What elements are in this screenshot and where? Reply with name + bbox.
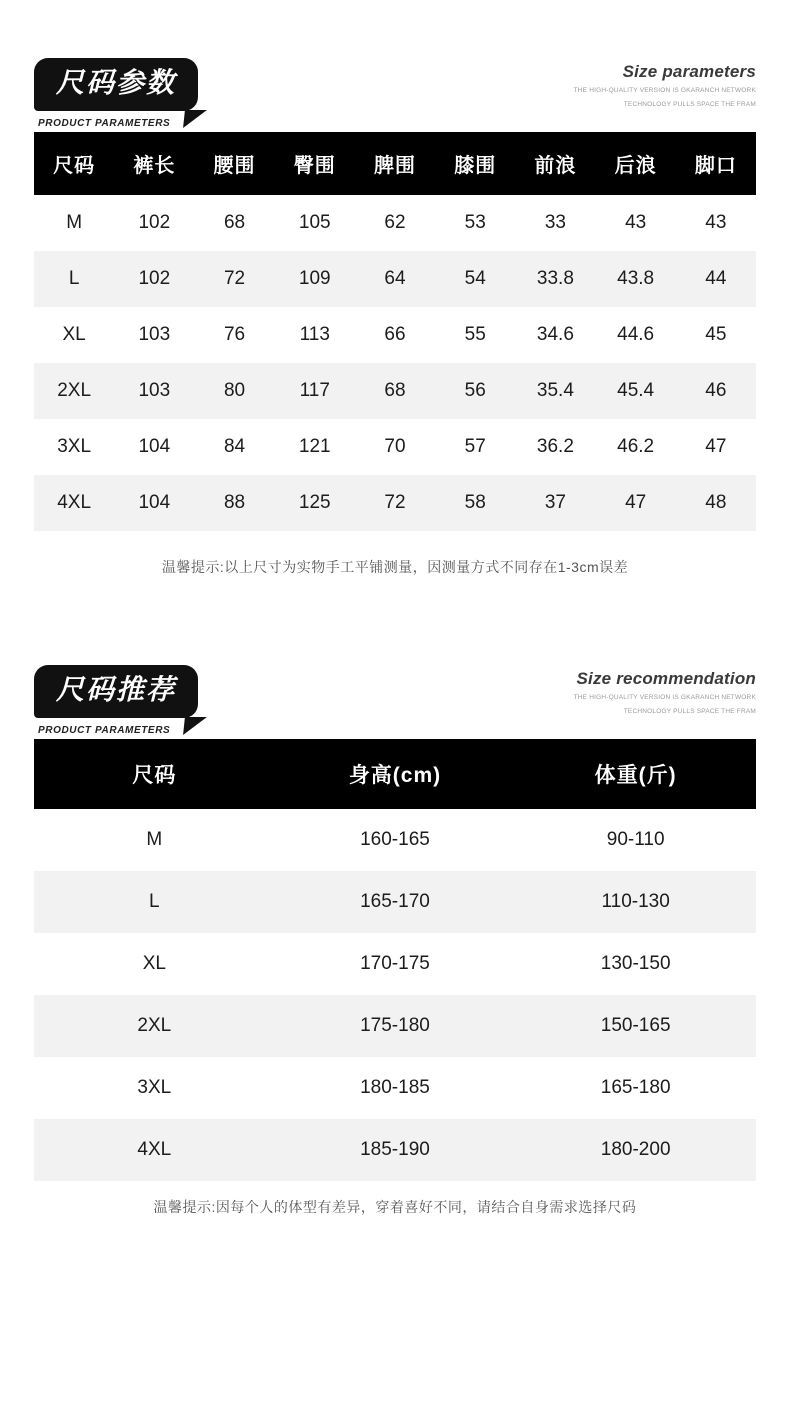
table-cell: 125 [298,492,331,513]
table-cell: 48 [705,492,727,513]
table-cell: 44.6 [617,324,655,345]
table-cell: 45.4 [617,380,655,401]
table-cell: 34.6 [536,324,574,345]
table-cell: 68 [384,380,406,401]
table-cell: L [149,891,160,912]
table-cell: 58 [464,492,486,513]
table-cell: 72 [223,268,246,289]
table-cell: 35.4 [536,380,574,401]
table-cell: 109 [298,268,331,289]
table-cell: M [146,829,163,850]
table-cell: 2XL [57,380,92,401]
table-cell: XL [142,953,166,974]
table-cell: 102 [138,268,171,289]
table-cell: 105 [298,212,331,233]
size-parameters-badge: 尺码参数 [34,58,198,111]
table-row [34,195,756,251]
table-row [34,809,756,871]
table-cell: 36.2 [536,436,574,457]
table-cell: 175-180 [360,1015,430,1036]
size-parameters-tip: 温馨提示:以上尺寸为实物手工平铺测量，因测量方式不同存在1-3cm误差 [161,559,629,575]
table-cell: 110-130 [601,891,670,912]
badge-tail-decoration [183,717,207,735]
size-recommendation-header [34,647,756,739]
size-parameters-table [34,132,756,531]
size-parameters-en-line-1: THE HIGH-QUALITY VERSION IS GKARANCH NETWORK [573,87,756,94]
table-cell: 4XL [57,492,92,513]
size-parameters-english-block [574,62,756,110]
table-cell: 4XL [137,1139,172,1160]
size-recommendation-table [34,739,756,1181]
table-cell: 160-165 [360,829,430,850]
size-parameters-badge-subtitle: PRODUCT PARAMETERS [38,118,171,129]
table-cell: 104 [138,436,171,457]
table-cell: 54 [464,268,486,289]
badge-tail-decoration [183,110,207,128]
column-header: 前浪 [515,132,595,195]
table-cell: 55 [464,324,486,345]
table-cell: 104 [138,492,171,513]
table-cell: 84 [223,436,246,457]
table-cell: 3XL [57,436,92,457]
table-cell: 130-150 [600,953,671,974]
column-header: 尺码 [34,739,275,809]
table-cell: 150-165 [600,1015,671,1036]
table-cell: 66 [384,324,406,345]
table-row [34,363,756,419]
column-header: 尺码 [34,132,114,195]
table-row [34,307,756,363]
table-cell: 43.8 [617,268,655,289]
table-cell: 46.2 [617,436,655,457]
table-row [34,251,756,307]
table-cell: 170-175 [360,953,430,974]
table-cell: 64 [384,268,406,289]
column-header: 臀围 [275,132,355,195]
table-cell: 53 [464,212,486,233]
table-cell: 76 [223,324,246,345]
table-cell: 46 [705,380,727,401]
table-cell: 2XL [137,1015,172,1036]
table-cell: 43 [625,212,647,233]
size-parameters-header [34,40,756,132]
table-cell: 180-185 [360,1077,430,1098]
table-cell: 165-180 [600,1077,671,1098]
table-cell: 43 [705,212,727,233]
table-cell: 33.8 [536,268,574,289]
table-cell: 165-170 [360,891,430,912]
table-header-row [34,132,756,195]
table-header-row [34,739,756,809]
table-row [34,871,756,933]
table-row [34,995,756,1057]
table-cell: L [68,268,80,289]
table-cell: 102 [138,212,171,233]
table-cell: 117 [299,380,330,401]
table-row [34,419,756,475]
table-cell: 37 [544,492,566,513]
section-spacer [0,577,790,647]
table-row [34,475,756,531]
table-cell: 88 [223,492,246,513]
size-parameters-section [0,40,790,577]
column-header: 身高(cm) [275,739,516,809]
table-cell: 113 [299,324,330,345]
size-parameters-en-line-2: TECHNOLOGY PULLS SPACE THE FRAM [623,100,756,108]
table-cell: 33 [544,212,566,233]
column-header: 脚口 [676,132,756,195]
size-recommendation-section [0,647,790,1217]
size-recommendation-badge: 尺码推荐 [34,665,198,718]
table-cell: 57 [464,436,486,457]
size-recommendation-english-block [574,669,756,717]
table-cell: 70 [384,436,406,457]
column-header: 裤长 [114,132,194,195]
table-cell: 185-190 [360,1139,430,1160]
table-cell: 80 [223,380,246,401]
table-cell: M [66,212,83,233]
size-parameters-en-title: Size parameters [622,62,756,81]
table-cell: 47 [705,436,727,457]
table-cell: 47 [625,492,647,513]
table-cell: 72 [384,492,406,513]
size-recommendation-en-title: Size recommendation [576,669,756,688]
table-row [34,933,756,995]
table-row [34,1057,756,1119]
table-cell: 62 [384,212,406,233]
table-cell: 103 [138,380,171,401]
column-header: 体重(斤) [515,739,756,809]
table-cell: 44 [705,268,727,289]
table-cell: XL [62,324,86,345]
table-cell: 56 [464,380,486,401]
column-header: 腰围 [194,132,274,195]
table-cell: 121 [298,436,331,457]
table-cell: 45 [705,324,727,345]
table-cell: 180-200 [600,1139,671,1160]
table-cell: 103 [138,324,171,345]
column-header: 后浪 [596,132,676,195]
size-recommendation-en-line-2: TECHNOLOGY PULLS SPACE THE FRAM [623,707,756,715]
size-recommendation-en-line-1: THE HIGH-QUALITY VERSION IS GKARANCH NETWORK [573,694,756,701]
size-recommendation-tip: 温馨提示:因每个人的体型有差异，穿着喜好不同，请结合自身需求选择尺码 [153,1199,637,1215]
column-header: 脾围 [355,132,435,195]
table-cell: 3XL [137,1077,172,1098]
top-spacer [0,0,790,40]
size-recommendation-badge-subtitle: PRODUCT PARAMETERS [38,725,171,736]
table-row [34,1119,756,1181]
table-cell: 90-110 [606,829,665,850]
table-cell: 68 [223,212,246,233]
column-header: 膝围 [435,132,515,195]
